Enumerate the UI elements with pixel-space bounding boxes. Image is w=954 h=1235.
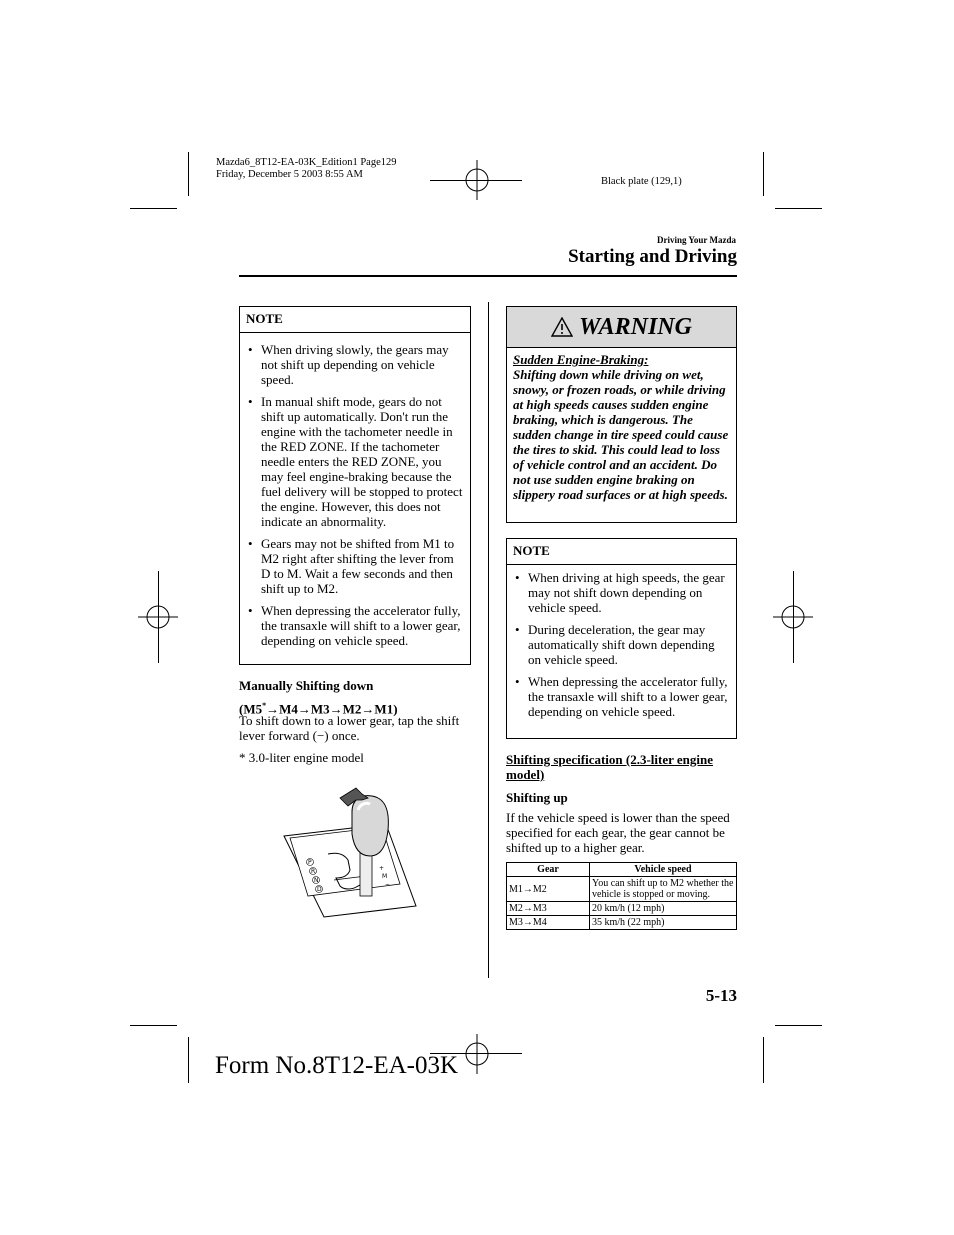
table-header-row	[507, 863, 737, 877]
registration-mark-top	[458, 160, 498, 200]
section-label: Driving Your Mazda	[656, 235, 736, 245]
table-cell: 20 km/h (12 mph)	[590, 902, 737, 916]
warning-body: Shifting down while driving on wet, snowy, or frozen roads, or while driving at high speeds causes sudden engine braking, which is dangerous. The sudden change in tire speed could cause the tires to skid. This could lead to loss of vehicle control and an accident. Do not use sudden engine braking on slippery road surfaces or at high speeds.	[513, 367, 729, 502]
warning-triangle-icon	[551, 317, 573, 337]
header-rule	[239, 275, 737, 277]
table-row	[507, 877, 737, 902]
gate-label-minus: −	[385, 881, 391, 888]
footnote-mark: *	[262, 701, 267, 710]
note-box-right	[506, 538, 737, 739]
list-item: • Gears may not be shifted from M1 to M2 right after shifting the lever from D to M. Wait a few seconds and then shift up to M2.	[240, 536, 464, 596]
sequence-start: (M5	[239, 701, 263, 717]
list-item: • When driving at high speeds, the gear may not shift down depending on vehicle speed.	[507, 570, 730, 615]
table-cell: M1→M2	[507, 877, 590, 902]
shift-lever-illustration	[282, 786, 418, 918]
gate-label-m: M	[382, 873, 388, 880]
gate-label-d: D	[317, 886, 322, 893]
note-list	[240, 333, 470, 648]
table-cell: M2→M3	[507, 902, 590, 916]
registration-mark-right	[773, 597, 813, 637]
column-header-gear: Gear	[507, 863, 590, 877]
note-heading: NOTE	[507, 539, 736, 565]
shifting-up-body: If the vehicle speed is lower than the speed specified for each gear, the gear cannot be shifted up to a higher gear.	[506, 810, 730, 855]
print-meta-line1: Mazda6_8T12-EA-03K_Edition1 Page129	[216, 157, 397, 168]
warning-title: WARNING	[579, 313, 692, 340]
list-item: • When depressing the accelerator fully, the transaxle will shift to a lower gear, depending on vehicle speed.	[240, 603, 464, 648]
warning-subtitle: Sudden Engine-Braking:	[513, 352, 649, 367]
column-divider	[488, 302, 489, 978]
shift-spec-table	[506, 862, 737, 930]
table-cell: 35 km/h (22 mph)	[590, 916, 737, 930]
manual-down-heading: Manually Shifting down	[239, 678, 374, 693]
table-row	[507, 916, 737, 930]
page-number: 5-13	[705, 986, 737, 1005]
shifting-up-heading: Shifting up	[506, 790, 568, 805]
spec-heading: Shifting specification (2.3-liter engine model)	[506, 752, 714, 782]
print-meta	[216, 157, 397, 181]
footnote: * 3.0-liter engine model	[239, 750, 364, 765]
warning-box	[506, 306, 737, 523]
registration-mark-left	[138, 597, 178, 637]
list-item: • When depressing the accelerator fully, the transaxle will shift to a lower gear, depending on vehicle speed.	[507, 674, 730, 719]
gate-label-r: R	[311, 868, 316, 875]
table-cell: M3→M4	[507, 916, 590, 930]
table-cell: You can shift up to M2 whether the vehicle is stopped or moving.	[590, 877, 737, 902]
print-meta-line2: Friday, December 5 2003 8:55 AM	[216, 169, 363, 180]
sequence-rest: →M4→M3→M2→M1)	[266, 701, 398, 717]
list-item: • In manual shift mode, gears do not shift up automatically. Don't run the engine with the tachometer needle in the RED ZONE. If the tachometer needle enters the RED ZONE, you may feel engine-braking because the fuel delivery will be stopped to protect the engine. However, this does not indicate an abnormality.	[240, 394, 464, 529]
gate-label-plus: +	[379, 865, 385, 872]
column-header-vehicle-speed: Vehicle speed	[590, 863, 737, 877]
warning-header	[507, 307, 736, 348]
list-item: • When driving slowly, the gears may not shift up depending on vehicle speed.	[240, 342, 464, 387]
note-box-left	[239, 306, 471, 665]
manual-down-body: To shift down to a lower gear, tap the shift lever forward (−) once.	[239, 713, 460, 743]
registration-mark-bottom	[458, 1034, 498, 1074]
page-title: Starting and Driving	[568, 246, 737, 267]
list-item: • During deceleration, the gear may automatically shift down depending on vehicle speed.	[507, 622, 730, 667]
note-heading: NOTE	[240, 307, 470, 333]
form-number: Form No.8T12-EA-03K	[215, 1052, 459, 1079]
warning-body-container	[507, 348, 736, 506]
gate-label-n: N	[314, 877, 319, 884]
gate-label-p: P	[308, 859, 312, 866]
plate-label: Black plate (129,1)	[601, 176, 682, 187]
note-list	[507, 565, 736, 719]
table-row	[507, 902, 737, 916]
